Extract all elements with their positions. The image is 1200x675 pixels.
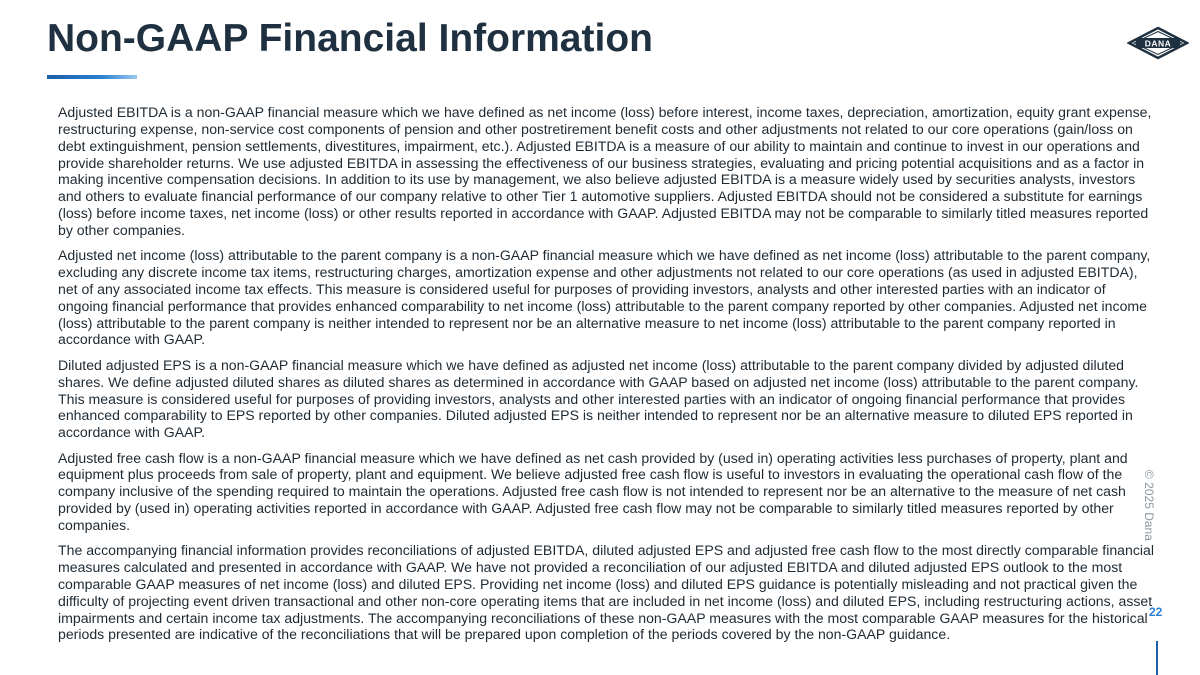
paragraph-adjusted-ebitda: Adjusted EBITDA is a non-GAAP financial measure which we have defined as net income (loss) before interest, income taxes, depreciation, amortization, equity grant expense, restructuring expense, non-service cost components of pension and other postretirement benefit costs and other adjustments not related to our core operations (gain/loss on debt extinguishment, pension settlements, divestitures, impairment, etc.). Adjusted EBITDA is a measure of our ability to maintain and continue to invest in our operations and provide shareholder returns. We use adjusted EBITDA in assessing the effectiveness of our business strategies, evaluating and pricing potential acquisitions and as a factor in making incentive compensation decisions. In addition to its use by management, we also believe adjusted EBITDA is a measure widely used by securities analysts, investors and others to evaluate financial performance of our company relative to other Tier 1 automotive suppliers. Adjusted EBITDA should not be considered a substitute for earnings (loss) before income taxes, net income (loss) or other results reported in accordance with GAAP. Adjusted EBITDA may not be comparable to similarly titled measures reported by other companies. (58, 104, 1152, 238)
paragraph-diluted-adjusted-eps: Diluted adjusted EPS is a non-GAAP financial measure which we have defined as adjusted net income (loss) attributable to the parent company divided by adjusted diluted shares. We define adjusted diluted shares as diluted shares as determined in accordance with GAAP based on adjusted net income (loss) attributable to the parent company. This measure is considered useful for purposes of providing investors, analysts and other interested parties with an indicator of ongoing financial performance that provides enhanced comparability to EPS reported by other companies. Diluted adjusted EPS is neither intended to represent nor be an alternative measure to diluted EPS reported in accordance with GAAP. (58, 356, 1139, 441)
logo-wordmark: DANA (1144, 38, 1172, 49)
body-text (58, 104, 1154, 652)
page-title: Non-GAAP Financial Information (47, 17, 653, 60)
paragraph-adjusted-net-income: Adjusted net income (loss) attributable to the parent company is a non-GAAP financial measure which we have defined as net income (loss) attributable to the parent company, excluding any discrete income tax items, restructuring charges, amortization expense and other adjustments not related to our core operations (as used in adjusted EBITDA), net of any associated income tax effects. This measure is considered useful for purposes of providing investors, analysts and other interested parties with an indicator of ongoing financial performance that provides enhanced comparability to net income (loss) attributable to the parent company reported by other companies. Adjusted net income (loss) attributable to the parent company is neither intended to represent nor be an alternative measure to net income (loss) attributable to the parent company reported in accordance with GAAP. (58, 247, 1151, 348)
page-number: 22 (1149, 605, 1163, 619)
copyright-notice: © 2025 Dana (1142, 470, 1156, 541)
paragraph-adjusted-free-cash-flow: Adjusted free cash flow is a non-GAAP financial measure which we have defined as net cash provided by (used in) operating activities less purchases of property, plant and equipment plus proceeds from sale of property, plant and equipment. We believe adjusted free cash flow is useful to investors in evaluating the operational cash flow of the company inclusive of the spending required to maintain the operations. Adjusted free cash flow is not intended to represent nor be an alternative to the measure of net cash provided by (used in) operating activities reported in accordance with GAAP. Adjusted free cash flow may not be comparable to similarly titled measures reported by other companies. (58, 449, 1128, 533)
footer-accent-bar (1156, 641, 1158, 675)
title-accent-bar (47, 75, 137, 79)
dana-logo (1127, 26, 1189, 60)
paragraph-reconciliations: The accompanying financial information provides reconciliations of adjusted EBITDA, diluted adjusted EPS and adjusted free cash flow to the most directly comparable financial measures calculated and presented in accordance with GAAP. We have not provided a reconciliation of our adjusted EBITDA and diluted adjusted EPS outlook to the most comparable GAAP measures of net income (loss) and diluted EPS. Providing net income (loss) and diluted EPS guidance is potentially misleading and not practical given the difficulty of projecting event driven transactional and other non-core operating items that are included in net income (loss) and diluted EPS, including restructuring actions, asset impairments and certain income tax adjustments. The accompanying reconciliations of these non-GAAP measures with the most comparable GAAP measures for the historical periods presented are indicative of the reconciliations that will be prepared upon completion of the periods covered by the non-GAAP guidance. (58, 542, 1154, 643)
